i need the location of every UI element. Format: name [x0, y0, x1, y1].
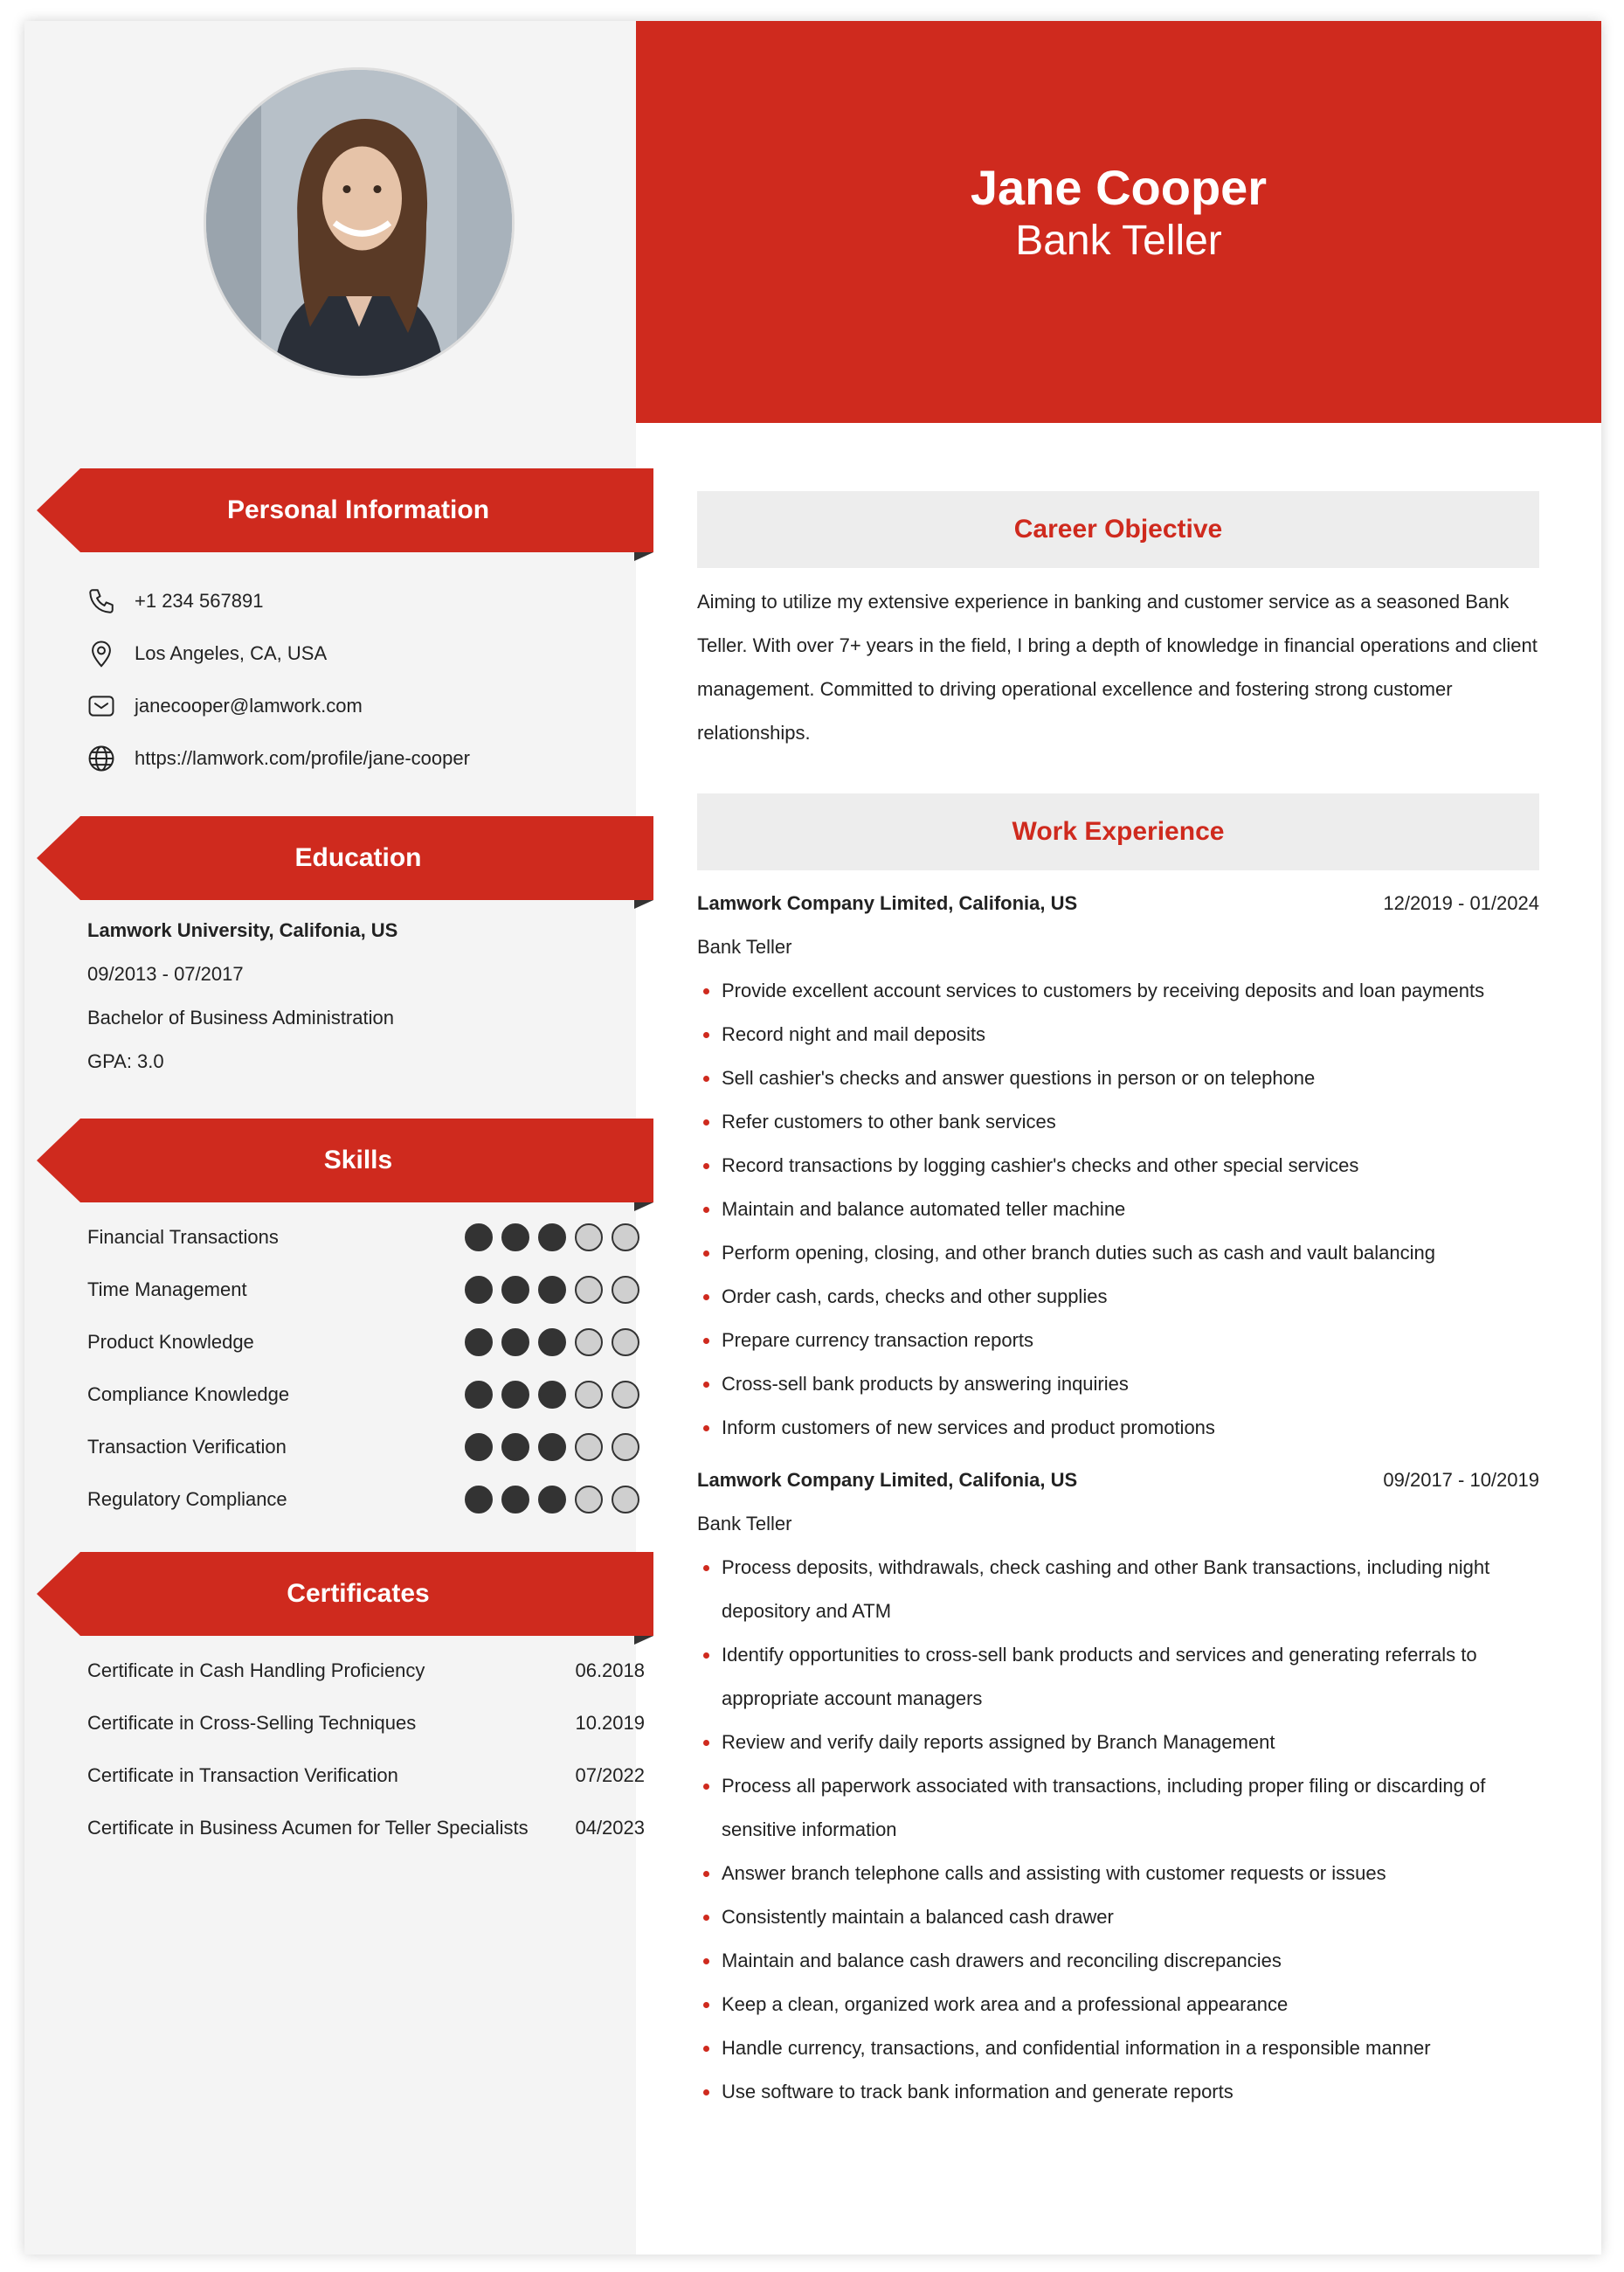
duty-item: Consistently maintain a balanced cash drawer [697, 1895, 1539, 1939]
rating-dot-filled [465, 1433, 493, 1461]
education-school: Lamwork University, Califonia, US [87, 919, 398, 941]
job-position: Bank Teller [697, 936, 792, 958]
duty-item: Process all paperwork associated with transactions, including proper filing or discarding of sensitive information [697, 1764, 1539, 1852]
certificate-date: 04/2023 [575, 1817, 645, 1839]
job-company: Lamwork Company Limited, Califonia, US [697, 892, 1078, 914]
job-header [697, 1463, 1539, 1498]
email-text[interactable]: janecooper@lamwork.com [135, 695, 363, 717]
certificate-date: 06.2018 [575, 1659, 645, 1681]
rating-dot-filled [501, 1328, 529, 1356]
rating-dot-empty [612, 1328, 639, 1356]
skill-name: Product Knowledge [87, 1331, 254, 1353]
duty-item: Use software to track bank information and generate reports [697, 2070, 1539, 2114]
skill-rating [465, 1223, 639, 1251]
rating-dot-empty [612, 1433, 639, 1461]
skill-rating [465, 1276, 639, 1304]
candidate-name: Jane Cooper [970, 160, 1268, 215]
rating-dot-filled [538, 1223, 566, 1251]
duty-item: Inform customers of new services and product promotions [697, 1406, 1539, 1450]
skill-name: Transaction Verification [87, 1436, 287, 1458]
phone-text: +1 234 567891 [135, 590, 264, 612]
duty-item: Process deposits, withdrawals, check cashing and other Bank transactions, including night depository and ATM [697, 1546, 1539, 1633]
education-title: Education [294, 843, 422, 872]
skill-rating [465, 1486, 639, 1514]
location-text: Los Angeles, CA, USA [135, 642, 328, 664]
duty-item: Provide excellent account services to customers by receiving deposits and loan payments [697, 969, 1539, 1013]
phone-icon [86, 585, 117, 617]
rating-dot-empty [575, 1328, 603, 1356]
duty-item: Perform opening, closing, and other branch duties such as cash and vault balancing [697, 1231, 1539, 1275]
certificate-row [87, 1758, 645, 1793]
skill-name: Time Management [87, 1278, 247, 1300]
rating-dot-filled [465, 1223, 493, 1251]
rating-dot-empty [575, 1433, 603, 1461]
job-dates: 12/2019 - 01/2024 [1383, 892, 1539, 914]
skill-row [87, 1377, 639, 1412]
duty-item: Keep a clean, organized work area and a professional appearance [697, 1983, 1539, 2026]
education-degree: Bachelor of Business Administration [87, 1007, 394, 1029]
certificates-title: Certificates [287, 1579, 430, 1608]
job-header [697, 886, 1539, 921]
duty-item: Order cash, cards, checks and other supplies [697, 1275, 1539, 1319]
duty-item: Record transactions by logging cashier's checks and other special services [697, 1144, 1539, 1188]
skills-banner [37, 1119, 653, 1202]
globe-icon [86, 743, 117, 774]
rating-dot-empty [575, 1276, 603, 1304]
certificate-date: 07/2022 [575, 1764, 645, 1786]
profile-photo [204, 67, 515, 378]
rating-dot-filled [538, 1328, 566, 1356]
rating-dot-filled [501, 1276, 529, 1304]
duty-item: Maintain and balance cash drawers and reconciling discrepancies [697, 1939, 1539, 1983]
candidate-role: Bank Teller [1015, 218, 1222, 264]
skills-title: Skills [323, 1146, 393, 1174]
education-banner [37, 816, 653, 900]
certificate-date: 10.2019 [575, 1712, 645, 1734]
duty-item: Refer customers to other bank services [697, 1100, 1539, 1144]
rating-dot-filled [538, 1486, 566, 1514]
job-dates: 09/2017 - 10/2019 [1383, 1469, 1539, 1491]
skill-rating [465, 1381, 639, 1409]
resume-header [636, 21, 1601, 423]
mail-icon [86, 690, 117, 722]
rating-dot-empty [612, 1223, 639, 1251]
personal-info-banner [37, 468, 653, 552]
contact-email [86, 689, 363, 724]
skill-rating [465, 1433, 639, 1461]
skill-row [87, 1430, 639, 1465]
education-dates: 09/2013 - 07/2017 [87, 963, 244, 985]
duty-item: Prepare currency transaction reports [697, 1319, 1539, 1362]
skill-row [87, 1272, 639, 1307]
rating-dot-empty [612, 1276, 639, 1304]
rating-dot-empty [612, 1486, 639, 1514]
skill-name: Regulatory Compliance [87, 1488, 287, 1510]
rating-dot-filled [465, 1381, 493, 1409]
certificate-row [87, 1653, 645, 1688]
skill-name: Compliance Knowledge [87, 1383, 290, 1405]
sidebar [24, 21, 645, 2255]
duty-item: Record night and mail deposits [697, 1013, 1539, 1056]
certificate-name: Certificate in Business Acumen for Teller Specialists [87, 1817, 529, 1839]
job-duties-list [697, 1546, 1539, 2114]
job-duties-list [697, 969, 1539, 1450]
certificate-row [87, 1811, 645, 1846]
skill-rating [465, 1328, 639, 1356]
personal-info-title: Personal Information [226, 495, 490, 524]
contact-website [86, 741, 470, 776]
rating-dot-filled [501, 1223, 529, 1251]
certificate-row [87, 1706, 645, 1741]
rating-dot-filled [465, 1276, 493, 1304]
certificate-name: Certificate in Transaction Verification [87, 1764, 398, 1786]
education-gpa: GPA: 3.0 [87, 1050, 164, 1072]
skill-row [87, 1482, 639, 1517]
rating-dot-empty [575, 1486, 603, 1514]
duty-item: Identify opportunities to cross-sell bank products and services and generating referrals to appropriate account managers [697, 1633, 1539, 1721]
contact-location [86, 636, 327, 671]
duty-item: Maintain and balance automated teller machine [697, 1188, 1539, 1231]
rating-dot-empty [575, 1223, 603, 1251]
resume-page [24, 21, 1601, 2255]
location-pin-icon [86, 638, 117, 669]
rating-dot-filled [501, 1381, 529, 1409]
contact-phone [86, 584, 263, 619]
skill-name: Financial Transactions [87, 1226, 279, 1248]
rating-dot-empty [612, 1381, 639, 1409]
rating-dot-filled [465, 1486, 493, 1514]
certificates-banner [37, 1552, 653, 1636]
career-objective-text: Aiming to utilize my extensive experience in banking and customer service as a seasoned Bank Teller. With over 7+ years in the field, I bring a depth of knowledge in financial operations and client management. Committed to driving operational excellence and fostering strong customer relationships. [697, 591, 1538, 744]
duty-item: Answer branch telephone calls and assisting with customer requests or issues [697, 1852, 1539, 1895]
job-position: Bank Teller [697, 1513, 792, 1534]
duty-item: Review and verify daily reports assigned by Branch Management [697, 1721, 1539, 1764]
duty-item: Handle currency, transactions, and confidential information in a responsible manner [697, 2026, 1539, 2070]
certificate-name: Certificate in Cross-Selling Techniques [87, 1712, 417, 1734]
skill-row [87, 1220, 639, 1255]
rating-dot-empty [575, 1381, 603, 1409]
job-company: Lamwork Company Limited, Califonia, US [697, 1469, 1078, 1491]
duty-item: Cross-sell bank products by answering inquiries [697, 1362, 1539, 1406]
rating-dot-filled [501, 1433, 529, 1461]
rating-dot-filled [465, 1328, 493, 1356]
certificate-name: Certificate in Cash Handling Proficiency [87, 1659, 425, 1681]
skill-row [87, 1325, 639, 1360]
rating-dot-filled [538, 1276, 566, 1304]
career-objective-banner: Career Objective [697, 491, 1539, 568]
duty-item: Sell cashier's checks and answer questions in person or on telephone [697, 1056, 1539, 1100]
website-link[interactable]: https://lamwork.com/profile/jane-cooper [135, 747, 470, 769]
rating-dot-filled [538, 1433, 566, 1461]
work-experience-banner: Work Experience [697, 793, 1539, 870]
rating-dot-filled [538, 1381, 566, 1409]
rating-dot-filled [501, 1486, 529, 1514]
